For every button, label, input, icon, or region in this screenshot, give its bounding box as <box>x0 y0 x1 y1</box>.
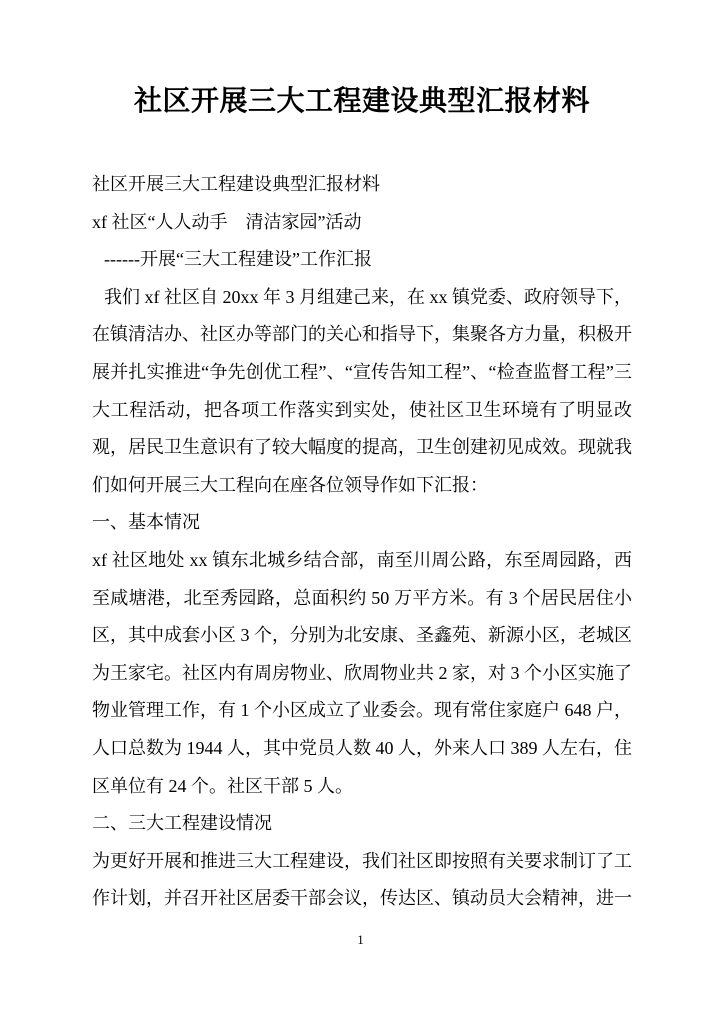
subtitle-title-line: 社区开展三大工程建设典型汇报材料 <box>92 174 380 194</box>
section-one-body: xf 社区地处 xx 镇东北城乡结合部，南至川周公路，东至周园路，西至咸塘港，北至秀园路，总面积约 50 万平方米。有 3 个居民居住小区，其中成套小区 3 个，分别为北安康、圣鑫苑、新源小区，老城区为王家宅。社区内有周房物业、欣周物业共 2 家，对 3 个小区实施了物业管理工作，有 1 个小区成立了业委会。现有常住家庭户 648 户，人口总数为 1944 人，其中党员人数 40 人，外来人口 389 人左右，住区单位有 24 个。社区干部 5 人。 <box>92 549 632 796</box>
intro-paragraph: 我们 xf 社区自 20xx 年 3 月组建己来，在 xx 镇党委、政府领导下，在镇清洁办、社区办等部门的关心和指导下，集聚各方力量，积极开展并扎实推进“争先创优工程”、“宣传告知工程”、“检查监督工程”三大工程活动，把各项工作落实到实处，使社区卫生环境有了明显改观，居民卫生意识有了较大幅度的提高，卫生创建初见成效。现就我们如何开展三大工程向在座各位领导作如下汇报： <box>92 286 632 495</box>
subtitle-report-line: ------开展“三大工程建设”工作汇报 <box>104 249 372 270</box>
document-title: 社区开展三大工程建设典型汇报材料 <box>133 86 590 117</box>
section-two-body: 为更好开展和推进三大工程建设，我们社区即按照有关要求制订了工作计划，并召开社区居委干部会议，传达区、镇动员大会精神，进一 <box>92 850 632 909</box>
document-content <box>92 74 632 918</box>
section-two-heading: 二、三大工程建设情况 <box>92 813 272 834</box>
section-one-heading: 一、基本情况 <box>92 512 200 533</box>
page-number-footer: 1 <box>357 932 364 947</box>
subtitle-activity-line: xf 社区“人人动手 清洁家园”活动 <box>92 211 362 232</box>
